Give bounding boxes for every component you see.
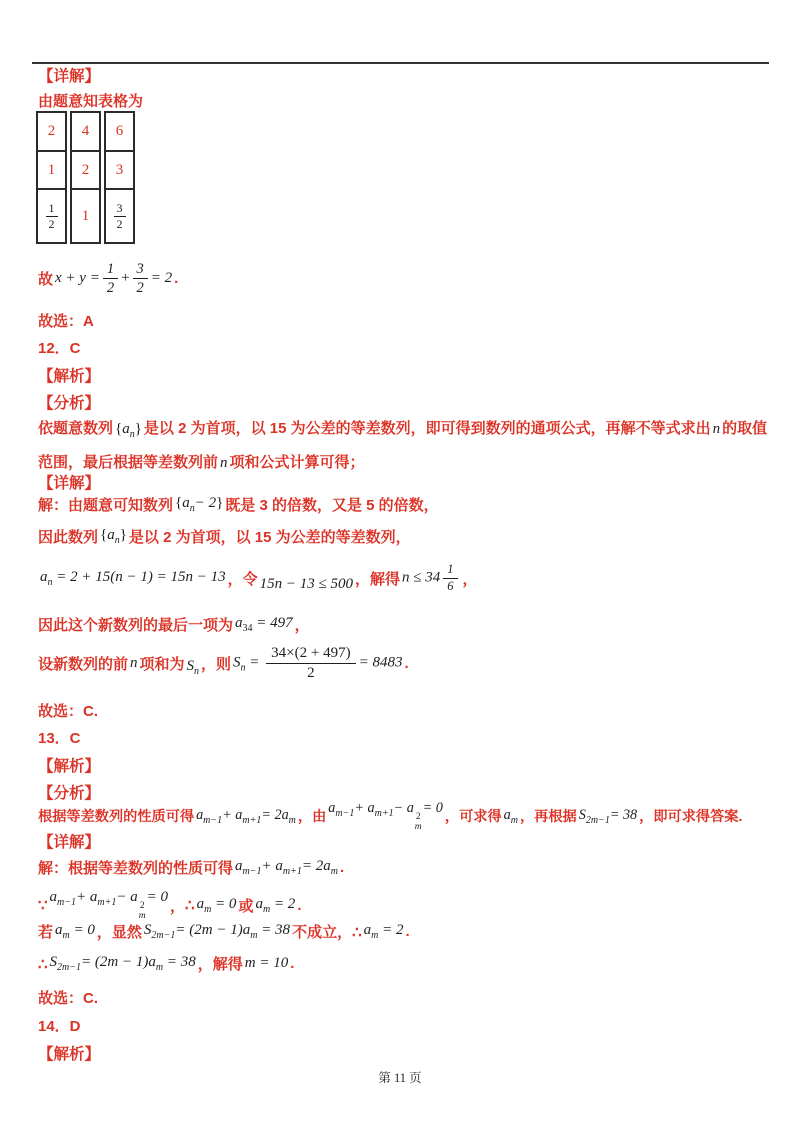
var: a xyxy=(235,858,243,874)
var: S xyxy=(186,657,195,674)
table-column xyxy=(36,111,67,244)
subscript: m−1 xyxy=(335,807,355,819)
subscript: n xyxy=(240,662,246,674)
fraction xyxy=(103,260,118,297)
subscript: m+1 xyxy=(374,807,394,819)
table-cell: 6 xyxy=(106,113,133,152)
math-text: = (2m − 1)a xyxy=(175,922,251,938)
var: n xyxy=(220,455,228,471)
fraction-denominator: 2 xyxy=(307,664,315,681)
solution-line-3-q13 xyxy=(38,921,410,942)
var: S xyxy=(49,954,58,970)
math-text: x + y = xyxy=(55,270,100,287)
var xyxy=(130,655,138,672)
brace: } xyxy=(216,495,224,511)
math-text: − a xyxy=(116,889,138,905)
math-text: + a xyxy=(261,858,283,874)
subscript: m xyxy=(510,814,518,826)
data-table xyxy=(36,111,135,244)
solution-line-1-q12 xyxy=(38,494,439,515)
solution-line-4-q13 xyxy=(38,953,294,974)
fraction xyxy=(114,201,126,232)
therefore-because-symbol: ∵ xyxy=(38,897,48,915)
cn-text: 解：由题意可知数列 xyxy=(38,497,174,514)
math-text: − 2 xyxy=(194,495,217,511)
cn-text: 因此这个新数列的最后一项为 xyxy=(38,617,234,634)
var: S xyxy=(233,654,241,671)
therefore-because-symbol: ∴ xyxy=(38,955,48,973)
brace: { xyxy=(175,495,183,511)
table-cell: 2 xyxy=(38,113,65,152)
cn-text: 根据等差数列的性质可得 xyxy=(38,809,195,826)
fraction-numerator: 1 xyxy=(46,201,58,217)
subscript: m xyxy=(155,962,164,973)
formula xyxy=(328,800,443,833)
var: a xyxy=(196,895,205,912)
formula xyxy=(55,260,172,297)
cn-text: 不成立， xyxy=(292,924,353,941)
var: a xyxy=(122,421,130,437)
solution-line-4-q12 xyxy=(38,614,310,635)
subscript: m xyxy=(371,930,379,941)
cn-text: 的取值范围，最后根据等差数列前 xyxy=(38,420,768,471)
xiangjie-label-q12: 【详解】 xyxy=(38,475,101,492)
punctuation: . xyxy=(404,654,409,672)
cn-text: 解：根据等差数列的性质可得 xyxy=(38,860,234,877)
var: a xyxy=(55,922,63,938)
math-text: = 0 xyxy=(146,889,169,905)
table-cell: 3 xyxy=(106,152,133,190)
math-text: = xyxy=(245,654,264,671)
sup-sub-stack xyxy=(139,902,146,922)
answer-pick-q11: 故选：A xyxy=(38,313,94,330)
answer-line-q13: 13．C xyxy=(38,730,81,747)
math-text: + a xyxy=(76,889,98,905)
math-text: − a xyxy=(393,800,414,816)
cn-text: 设新数列的前 xyxy=(38,655,129,673)
formula xyxy=(50,889,168,922)
formula xyxy=(260,576,353,593)
var: a xyxy=(363,922,372,938)
fraction-denominator: 2 xyxy=(116,216,123,231)
var: m xyxy=(244,955,256,971)
cn-text: 项和为 xyxy=(139,655,185,673)
fraction-numerator: 34×(2 + 497) xyxy=(266,644,355,664)
cn-text: 依题意数列 xyxy=(38,420,114,437)
formula xyxy=(233,644,402,683)
formula xyxy=(235,858,338,877)
math-text: = 2 xyxy=(270,895,296,912)
table-column xyxy=(70,111,101,244)
subscript: m xyxy=(204,903,212,915)
formula-line-xy xyxy=(38,260,178,297)
math-text: = 38 xyxy=(257,922,291,938)
subscript: m xyxy=(138,910,146,921)
punctuation: ， xyxy=(170,897,186,915)
math-text: = 0 xyxy=(422,800,443,816)
solution-line-2-q13 xyxy=(38,889,301,922)
var: a xyxy=(328,800,336,816)
math-text: = 10 xyxy=(255,955,289,971)
formula xyxy=(144,922,290,941)
cn-text: ，显然 xyxy=(96,924,142,941)
answer-pick-q12: 故选：C. xyxy=(38,703,99,720)
var: n xyxy=(712,421,721,437)
subscript: m−1 xyxy=(242,866,262,877)
solution-line-3-q12 xyxy=(38,562,478,594)
brace: } xyxy=(119,527,127,543)
punctuation: . xyxy=(405,923,410,940)
table-column xyxy=(104,111,135,244)
cn-text: 解得 xyxy=(370,570,401,588)
formula xyxy=(40,569,226,588)
answer-line-q14: 14．D xyxy=(38,1018,81,1035)
fraction-numerator: 1 xyxy=(443,562,457,579)
fenxi-label-q12: 【分析】 xyxy=(38,395,101,412)
detail-label-q11: 【详解】 xyxy=(38,68,101,85)
math-text: = 2a xyxy=(261,807,289,824)
page-footer: 第 11 页 xyxy=(378,1071,422,1085)
formula xyxy=(50,954,196,973)
var: a xyxy=(182,495,190,511)
math-text: = 2 xyxy=(150,270,173,287)
table-cell xyxy=(38,190,65,242)
answer-pick-q13: 故选：C. xyxy=(38,990,99,1007)
fraction-numerator: 3 xyxy=(114,201,126,217)
cn-text: 故 xyxy=(38,271,54,289)
sup-sub-stack xyxy=(415,813,422,833)
subscript: 2m−1 xyxy=(151,930,176,941)
cn-text: 若 xyxy=(38,924,54,941)
var: a xyxy=(196,807,204,824)
fraction-denominator: 2 xyxy=(48,216,55,231)
math-text: = 0 xyxy=(69,922,95,938)
var: a xyxy=(503,807,511,824)
analysis-line-q13 xyxy=(38,800,742,833)
formula xyxy=(504,807,518,826)
subscript: n xyxy=(189,503,195,514)
jiexi-label-q13: 【解析】 xyxy=(38,758,101,775)
superscript: 2 xyxy=(139,901,145,911)
var: a xyxy=(40,568,48,585)
subscript: m+1 xyxy=(282,866,302,877)
solution-line-1-q13 xyxy=(38,857,344,878)
math-text: = 497 xyxy=(252,615,293,631)
subscript: m−1 xyxy=(57,897,77,908)
cn-text: 是以 2 为首项，以 15 为公差的等差数列，即可得到数列的通项公式，再解不等式求出 xyxy=(143,420,711,437)
formula xyxy=(402,562,460,594)
math-text: = 8483 xyxy=(358,654,403,671)
math-text: + a xyxy=(354,800,375,816)
subscript: n xyxy=(194,665,200,677)
punctuation: ， xyxy=(294,617,310,634)
formula xyxy=(235,615,293,634)
table-cell: 1 xyxy=(38,152,65,190)
punctuation: . xyxy=(297,896,302,914)
math-text: 15n − 13 ≤ 500 xyxy=(259,575,353,592)
formula xyxy=(579,807,637,826)
subscript: m−1 xyxy=(203,814,223,826)
var: a xyxy=(235,615,243,631)
formula xyxy=(245,955,288,972)
table-intro-text: 由题意知表格为 xyxy=(38,93,144,110)
jiexi-label-q14: 【解析】 xyxy=(38,1046,101,1063)
punctuation: . xyxy=(339,859,345,876)
punctuation: . xyxy=(290,955,295,972)
subscript: m xyxy=(62,930,70,941)
brace: { xyxy=(100,527,108,543)
answer-line-q12: 12．C xyxy=(38,340,81,357)
fraction-denominator: 2 xyxy=(136,280,144,297)
solution-line-2-q12 xyxy=(38,526,411,547)
formula xyxy=(255,896,295,915)
cn-text: 既是 3 的倍数，又是 5 的倍数， xyxy=(225,497,439,514)
table-cell: 1 xyxy=(81,207,90,224)
math-text: = 2 + 15(n − 1) = 15n − 13 xyxy=(52,568,226,585)
subscript: m xyxy=(414,821,422,832)
subscript: m+1 xyxy=(242,814,262,826)
math-text: n ≤ 34 xyxy=(402,569,441,586)
punctuation: ， xyxy=(355,570,371,588)
table-cell: 4 xyxy=(72,113,99,152)
cn-text: ，可求得 xyxy=(444,809,502,826)
cn-text: 是以 2 为首项，以 15 为公差的等差数列， xyxy=(128,529,411,546)
subscript: 34 xyxy=(242,623,253,634)
formula xyxy=(115,421,142,440)
cn-text: 令 xyxy=(242,570,258,588)
punctuation: ， xyxy=(462,570,478,588)
punctuation: . xyxy=(174,270,179,288)
cn-text: 因此数列 xyxy=(38,529,99,546)
formula xyxy=(175,495,223,514)
brace: } xyxy=(134,421,142,437)
subscript: m xyxy=(330,866,338,877)
var: S xyxy=(143,922,152,938)
brace: { xyxy=(115,421,123,437)
formula xyxy=(364,922,404,941)
math-text: = 2a xyxy=(301,858,331,874)
cn-text: ，解得 xyxy=(197,956,243,973)
subscript: n xyxy=(47,576,53,588)
fraction xyxy=(443,562,457,594)
fraction-denominator: 6 xyxy=(447,578,454,593)
fraction-denominator: 2 xyxy=(106,280,115,297)
subscript: m+1 xyxy=(97,897,117,908)
var xyxy=(713,421,721,437)
cn-text: 项和公式计算可得； xyxy=(229,454,365,471)
superscript: 2 xyxy=(415,812,421,822)
math-text: = (2m − 1)a xyxy=(81,954,156,970)
fraction-numerator: 3 xyxy=(133,260,148,279)
subscript: m xyxy=(262,903,271,915)
subscript: n xyxy=(129,429,135,440)
var: n xyxy=(130,654,138,671)
fraction xyxy=(46,201,58,232)
subscript: 2m−1 xyxy=(585,814,610,826)
punctuation: ， xyxy=(227,570,243,588)
therefore-because-symbol: ∴ xyxy=(352,923,362,941)
var: a xyxy=(255,895,263,912)
analysis-paragraph-q12 xyxy=(38,412,778,480)
fraction-numerator: 1 xyxy=(103,260,118,279)
math-text: = 2 xyxy=(378,922,404,938)
formula xyxy=(55,922,95,941)
xiangjie-label-q13: 【详解】 xyxy=(38,834,101,851)
var: a xyxy=(49,889,58,905)
cn-text: ，由 xyxy=(297,809,327,826)
cn-text: ，再根据 xyxy=(519,809,577,826)
table-cell: 2 xyxy=(72,152,99,190)
math-text: = 38 xyxy=(163,954,196,970)
math-text: + xyxy=(121,270,130,287)
formula xyxy=(196,807,296,826)
therefore-because-symbol: ∴ xyxy=(185,897,195,915)
fenxi-label-q13: 【分析】 xyxy=(38,785,101,802)
var: S xyxy=(578,807,586,824)
formula xyxy=(187,658,200,677)
math-text: + a xyxy=(222,807,243,824)
cn-text: ，即可求得答案. xyxy=(639,809,743,826)
fraction xyxy=(133,260,148,297)
var xyxy=(220,455,228,471)
var: a xyxy=(107,527,115,543)
solution-line-5-q12 xyxy=(38,644,409,683)
math-text: = 0 xyxy=(211,895,237,912)
jiexi-label-q12: 【解析】 xyxy=(38,368,101,385)
subscript: m xyxy=(288,814,296,826)
formula xyxy=(100,527,127,546)
table-cell xyxy=(106,190,133,242)
cn-text: ，则 xyxy=(201,655,232,673)
header-rule xyxy=(32,62,769,64)
cn-text: 或 xyxy=(238,897,254,915)
subscript: 2m−1 xyxy=(57,962,82,973)
subscript: n xyxy=(114,535,120,546)
subscript: m xyxy=(250,930,258,941)
formula xyxy=(197,896,237,915)
math-text: = 38 xyxy=(609,807,638,824)
fraction xyxy=(266,644,355,683)
